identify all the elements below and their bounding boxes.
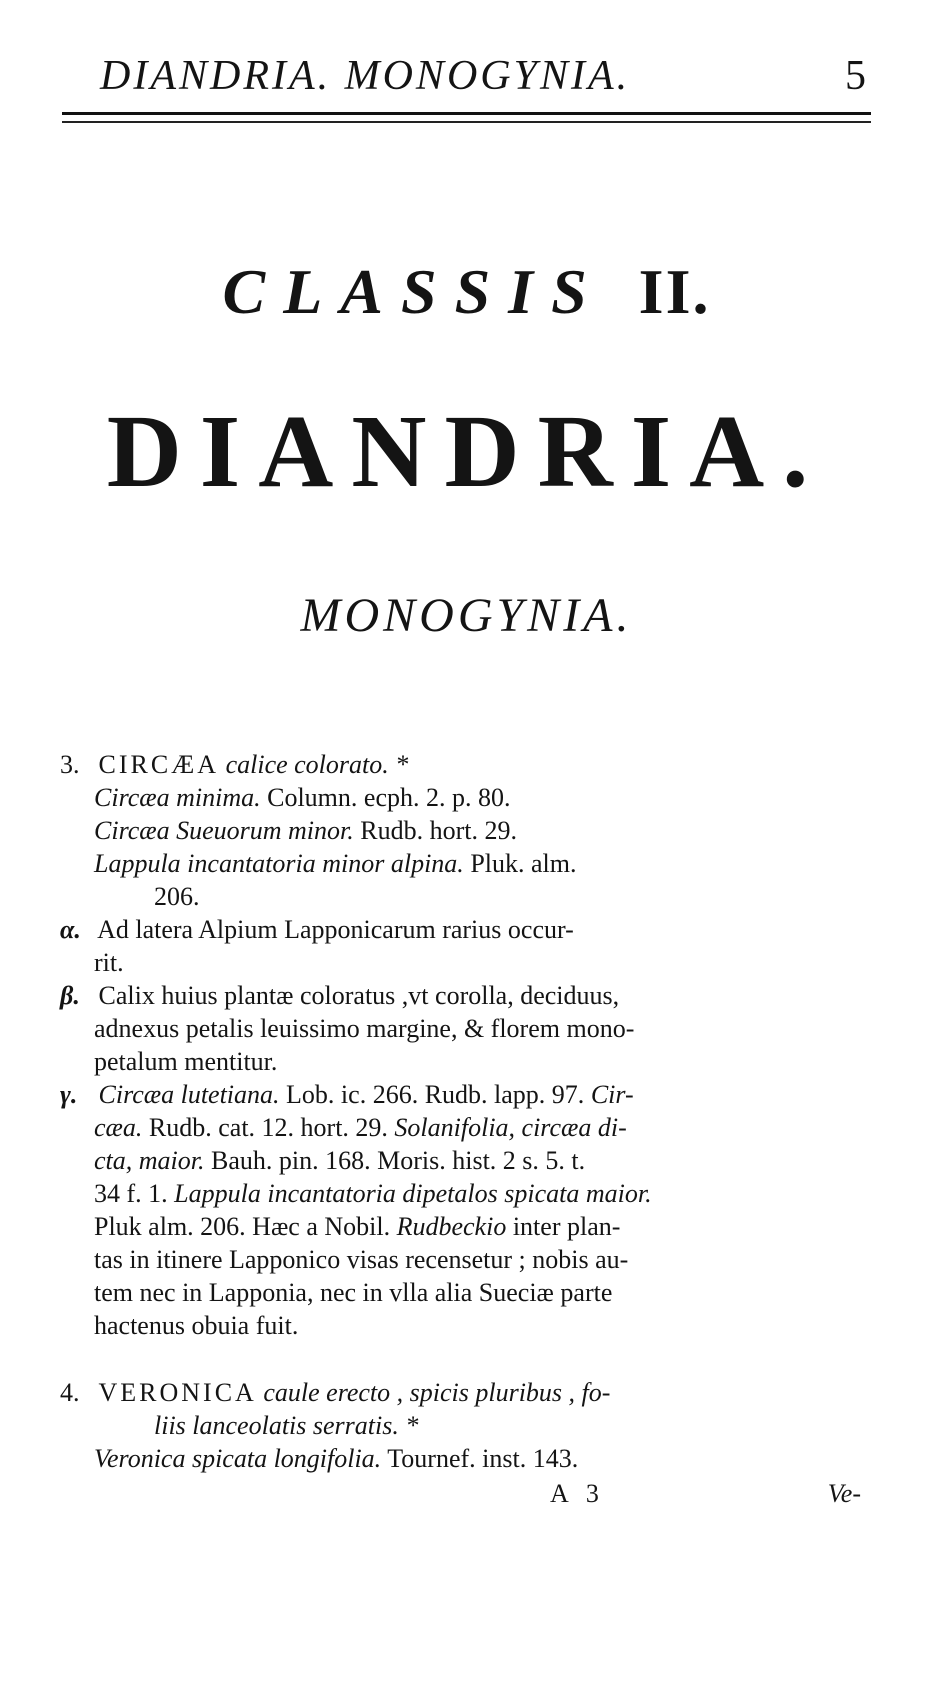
note-gamma-cont: hactenus obuia fuit. <box>94 1311 299 1340</box>
diagnosis: calice colorato. * <box>225 750 409 779</box>
note-beta-cont: adnexus petalis leuissimo margine, & florem mono- <box>94 1014 635 1043</box>
note-beta: β. Calix huius plantæ coloratus ,vt corolla, deciduus, <box>60 981 620 1010</box>
entry-number: 4. <box>60 1378 80 1407</box>
header-rule-secondary <box>62 121 871 123</box>
page-number: 5 <box>845 53 869 99</box>
entry-4-heading <box>60 1376 869 1409</box>
note-alpha-cont: rit. <box>94 948 124 977</box>
synonym-line: Veronica spicata longifolia. Tournef. inst. 143. <box>94 1444 579 1473</box>
note-alpha: α. Ad latera Alpium Lapponicarum rarius occur- <box>60 915 574 944</box>
diagnosis-cont: liis lanceolatis serratis. * <box>154 1411 419 1440</box>
running-head <box>62 52 869 102</box>
entry-number: 3. <box>60 750 80 779</box>
synonym-line: Circæa minima. Column. ecph. 2. p. 80. <box>94 783 511 812</box>
diagnosis: caule erecto , spicis pluribus , fo- <box>263 1378 611 1407</box>
note-gamma-cont: cæa. Rudb. cat. 12. hort. 29. Solanifolia, circæa di- <box>94 1113 627 1142</box>
synonym-continuation: 206. <box>154 882 200 911</box>
note-marker: β. <box>60 981 80 1010</box>
note-gamma: γ. Circæa lutetiana. Lob. ic. 266. Rudb. lapp. 97. Cir- <box>60 1080 634 1109</box>
catchword: Ve- <box>827 1479 861 1508</box>
genus-name: VERONICA <box>98 1378 257 1407</box>
header-rule <box>62 112 871 115</box>
page-body <box>60 748 869 1510</box>
signature-mark: A 3 <box>550 1479 605 1508</box>
entry-3-heading <box>60 748 869 781</box>
class-word: CLASSIS <box>222 256 605 327</box>
synonym-line: Circæa Sueuorum minor. Rudb. hort. 29. <box>94 816 518 845</box>
note-gamma-cont: tem nec in Lapponia, nec in vlla alia Sueciæ parte <box>94 1278 613 1307</box>
class-heading <box>0 255 933 329</box>
note-gamma-cont: 34 f. 1. Lappula incantatoria dipetalos spicata maior. <box>94 1179 652 1208</box>
note-marker: α. <box>60 915 81 944</box>
synonym-line: Lappula incantatoria minor alpina. Pluk. alm. <box>94 849 577 878</box>
order-name: MONOGYNIA. <box>300 589 633 642</box>
class-name: DIANDRIA. <box>106 394 827 509</box>
note-marker: γ. <box>60 1080 78 1109</box>
note-gamma-cont: cta, maior. Bauh. pin. 168. Moris. hist. 2 s. 5. t. <box>94 1146 586 1175</box>
running-head-title: DIANDRIA. MONOGYNIA. <box>100 53 631 99</box>
spacer <box>60 1342 869 1376</box>
note-gamma-cont: tas in itinere Lapponico visas recensetur ; nobis au- <box>94 1245 629 1274</box>
note-beta-cont: petalum mentitur. <box>94 1047 278 1076</box>
note-gamma-cont: Pluk alm. 206. Hæc a Nobil. Rudbeckio inter plan- <box>94 1212 621 1241</box>
class-numeral: II. <box>638 256 711 327</box>
page-footer <box>60 1477 869 1510</box>
genus-name: CIRCÆA <box>98 750 220 779</box>
